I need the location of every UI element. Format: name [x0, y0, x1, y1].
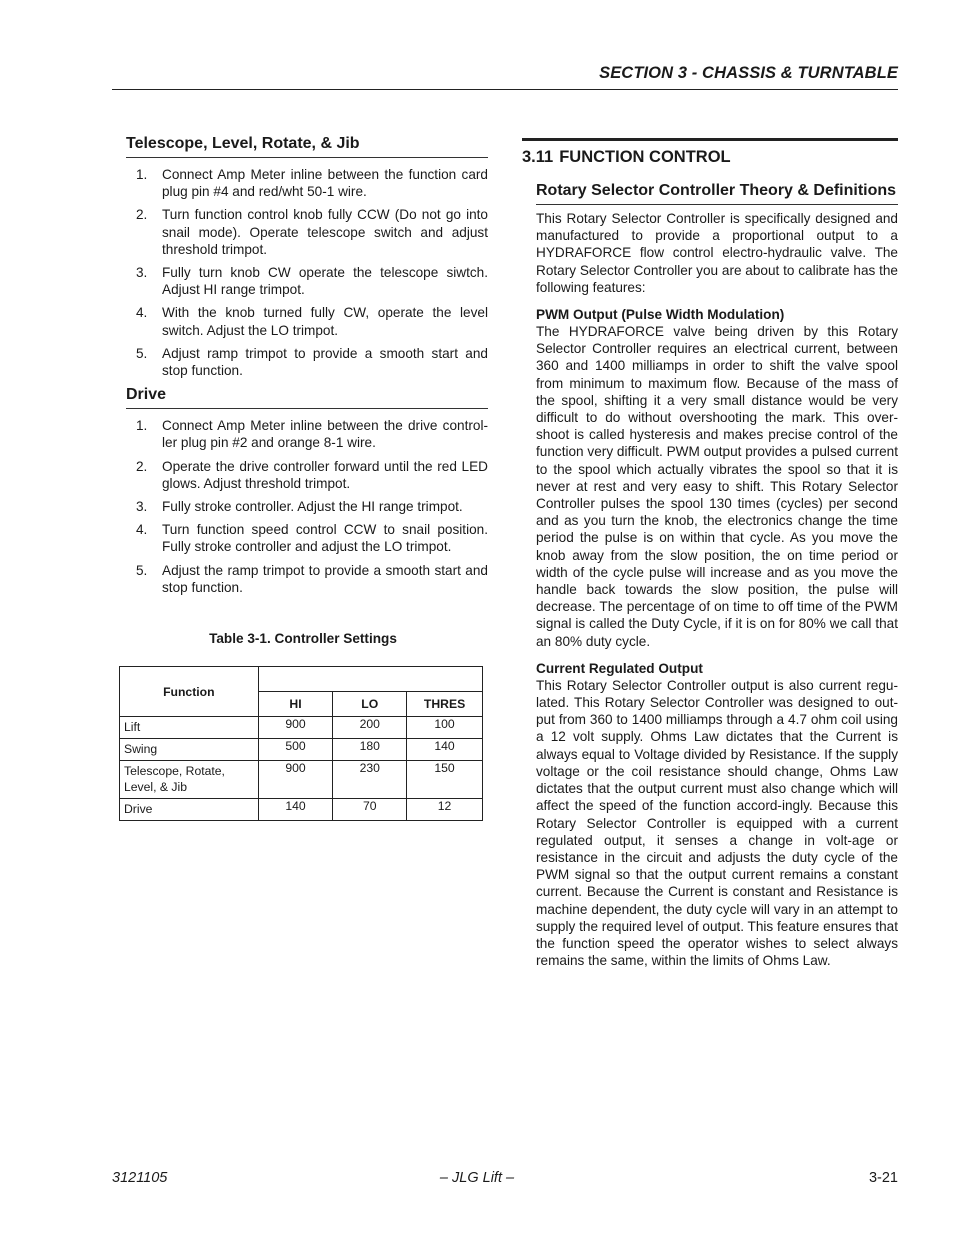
list-item: 4. With the knob turned fully CW, operate the level switch. Adjust the LO trimpot. [136, 305, 488, 338]
controller-settings-table [119, 666, 483, 821]
list-item: 2. Turn function control knob fully CCW (Do not go into snail mode). Operate telescope switch and adjust threshold trimpot. [136, 207, 488, 257]
left-column [126, 134, 488, 647]
column-header-hi: HI [258, 692, 333, 717]
current-regulated-heading: Current Regulated Output [536, 660, 703, 676]
list-item: 1. Connect Amp Meter inline between the function card plug pin #4 and red/wht 50-1 wire. [136, 167, 488, 200]
table-row: Swing 500 180 140 [120, 739, 483, 761]
header-spacer [258, 667, 482, 692]
section-heading: 3.11 FUNCTION CONTROL [522, 138, 898, 167]
tlrj-steps [126, 166, 488, 379]
list-item: 4. Turn function speed control CCW to snail position. Fully stroke controller and adjust the LO trimpot. [136, 522, 488, 555]
pwm-paragraph: The HYDRAFORCE valve being driven by this Rotary Selector Controller requires an electrical current, between 360 and 1400 milliamps in order to shift the valve spool from minimum to maximum flow. Because of the mass of the spool, shifting it a very small distance would be very difficult to do without overshooting the mark. This over-shoot is called hysteresis and makes precise control of the function very difficult. PWM output provides a pulsed current to the spool which actually vibrates the spool so that it is never at rest and very easy to shift. This Rotary Selector Controller pulses the spool 130 times (cycles) per second and as you turn the knob, the electronics change the time period the pulse is on within that cycle. As you move the knob away from the slow position, the on time period or width of the cycle pulse will increase and as you move the handle back towards the slow position, the pulse will decrease. The percentage of on time to off time of the PWM signal is called the Duty Cycle, if it is on for 80% we call that an 80% duty cycle. [536, 324, 898, 649]
pwm-heading: PWM Output (Pulse Width Modulation) [536, 307, 785, 323]
list-item: 3. Fully stroke controller. Adjust the HI range trimpot. [136, 499, 463, 515]
tlrj-heading: Telescope, Level, Rotate, & Jib [126, 134, 488, 158]
list-item: 2. Operate the drive controller forward until the red LED glows. Adjust threshold trimpot. [136, 458, 488, 491]
column-header-lo: LO [333, 692, 407, 717]
intro-paragraph: This Rotary Selector Controller is specifically designed and manufactured to provide a proportional output to a HYDRAFORCE flow control electro-hydraulic valve. The Rotary Selector Controller you are about to calibrate has the following features: [536, 211, 898, 295]
header-rule [112, 89, 898, 90]
function-control-body [536, 210, 898, 969]
page-number: 3-21 [868, 1170, 898, 1186]
table-row: Drive 140 70 12 [120, 799, 483, 821]
list-item: 1. Connect Amp Meter inline between the drive control-ler plug pin #2 and orange 8-1 wire. [136, 418, 488, 451]
column-header-thres: THRES [407, 692, 483, 717]
list-item: 3. Fully turn knob CW operate the telescope siwtch. Adjust HI range trimpot. [136, 265, 488, 298]
table-row: Telescope, Rotate, Level, & Jib 900 230 150 [120, 761, 483, 799]
drive-steps [126, 417, 488, 596]
rotary-selector-heading: Rotary Selector Controller Theory & Definitions [536, 181, 898, 205]
list-item: 5. Adjust ramp trimpot to provide a smooth start and stop function. [136, 345, 488, 379]
function-column-header: Function [120, 667, 259, 717]
table-caption: Table 3-1. Controller Settings [209, 631, 397, 647]
list-item: 5. Adjust the ramp trimpot to provide a smooth start and stop function. [136, 562, 488, 595]
right-column [522, 138, 898, 969]
current-regulated-paragraph: This Rotary Selector Controller output is also current regu-lated. This Rotary Selector Controller was designed to out-put from 360 to 1400 milliamps through a 4.7 ohm coil using a 12 volt supply. Ohms Law dictates that the Current is always equal to Voltage divided by Resistance. If the supply voltage or the coil resistance should change, Ohms Law dictates that the output current must also change which will affect the speed of the function accord-ingly. Because this Rotary Selector Controller is equipped with a current regulated output, it senses a change in volt-age or resistance in the circuit and adjusts the duty cycle of the PWM signal so that the output current remains a constant current. Because the Current is constant and Resistance is machine dependent, the duty cycle will vary in an attempt to supply the required level of output. This feature ensures that the function speed the operator wishes to select always remains the same, within the limits of Ohms Law. [536, 677, 898, 969]
drive-heading: Drive [126, 385, 488, 409]
document-number: 3121105 [112, 1170, 168, 1186]
publisher-footer: – JLG Lift – [439, 1170, 515, 1186]
table-row: Lift 900 200 100 [120, 717, 483, 739]
section-header: SECTION 3 - CHASSIS & TURNTABLE [599, 64, 898, 82]
